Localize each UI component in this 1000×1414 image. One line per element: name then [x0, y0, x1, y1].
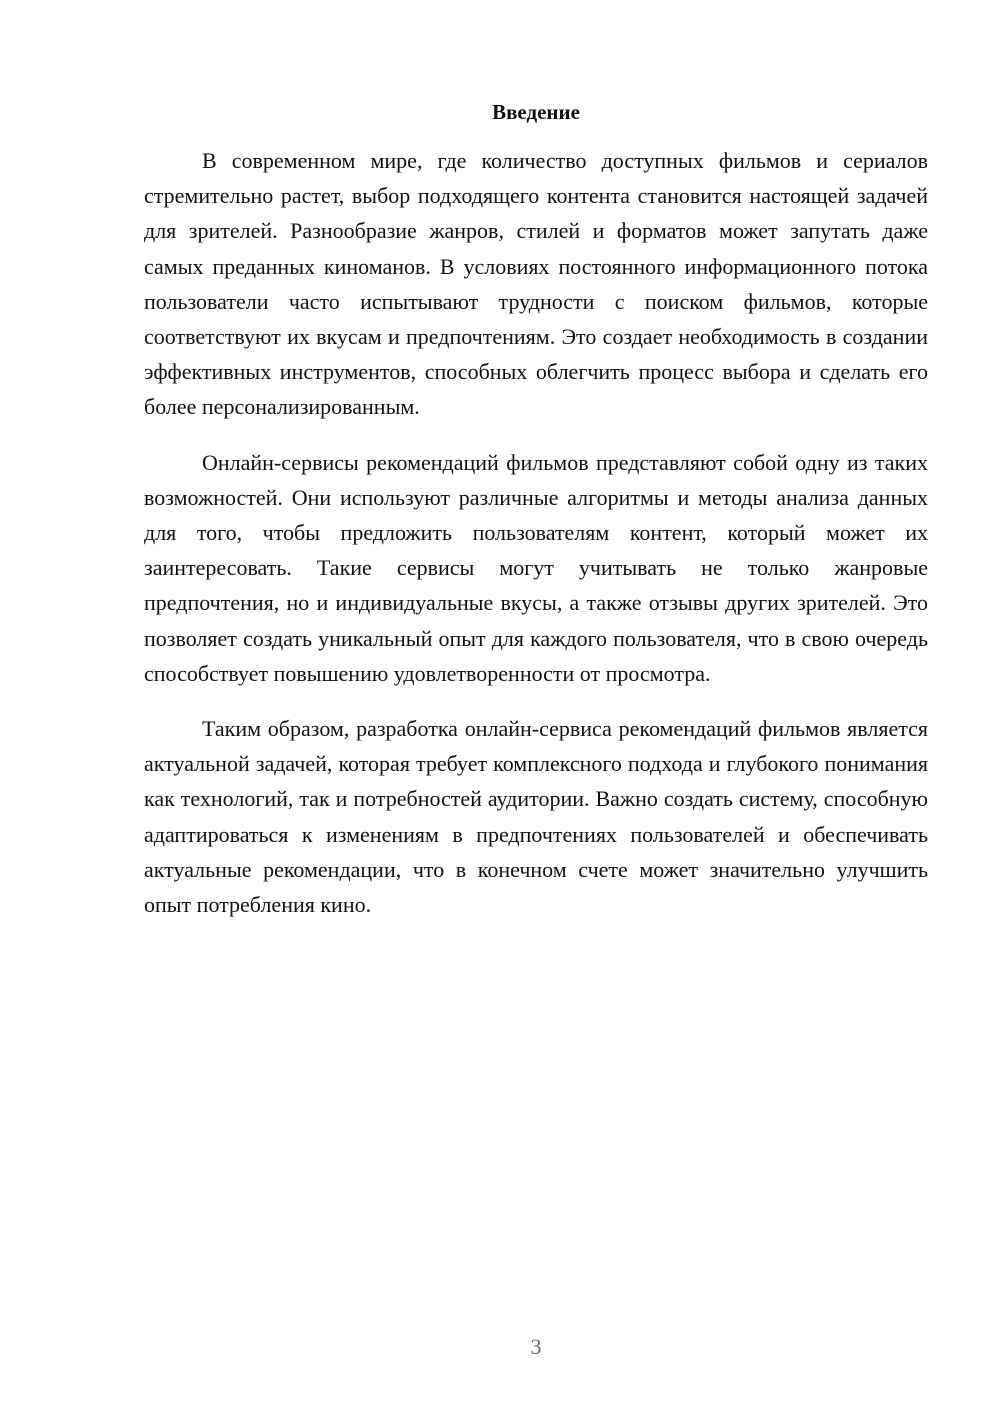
page-number: 3: [530, 1334, 542, 1359]
section-heading: Введение: [492, 100, 580, 124]
paragraph-3: Таким образом, разработка онлайн-сервиса рекомендаций фильмов является актуальной задачей, которая требует комплексного подхода и глубокого понимания как технологий, так и потребностей аудитории. Важно создать систему, способную адаптироваться к изменениям в предпочтениях пользователей и обеспечивать актуальные рекомендации, что в конечном счете может значительно улучшить опыт потребления кино.: [144, 716, 928, 918]
paragraph-2: Онлайн-сервисы рекомендаций фильмов представляют собой одну из таких возможностей. Они используют различные алгоритмы и методы анализа данных для того, чтобы предложить пользователям контент, который может их заинтересовать. Такие сервисы могут учитывать не только жанровые предпочтения, но и индивидуальные вкусы, а также отзывы других зрителей. Это позволяет создать уникальный опыт для каждого пользователя, что в свою очередь способствует повышению удовлетворенности от просмотра.: [144, 449, 928, 686]
paragraph-1: В современном мире, где количество доступных фильмов и сериалов стремительно растет, выбор подходящего контента становится настоящей задачей для зрителей. Разнообразие жанров, стилей и форматов может запутать даже самых преданных киноманов. В условиях постоянного информационного потока пользователи часто испытывают трудности с поиском фильмов, которые соответствуют их вкусам и предпочтениям. Это создает необходимость в создании эффективных инструментов, способных облегчить процесс выбора и сделать его более персонализированным.: [144, 148, 928, 420]
body-text: [144, 143, 928, 942]
